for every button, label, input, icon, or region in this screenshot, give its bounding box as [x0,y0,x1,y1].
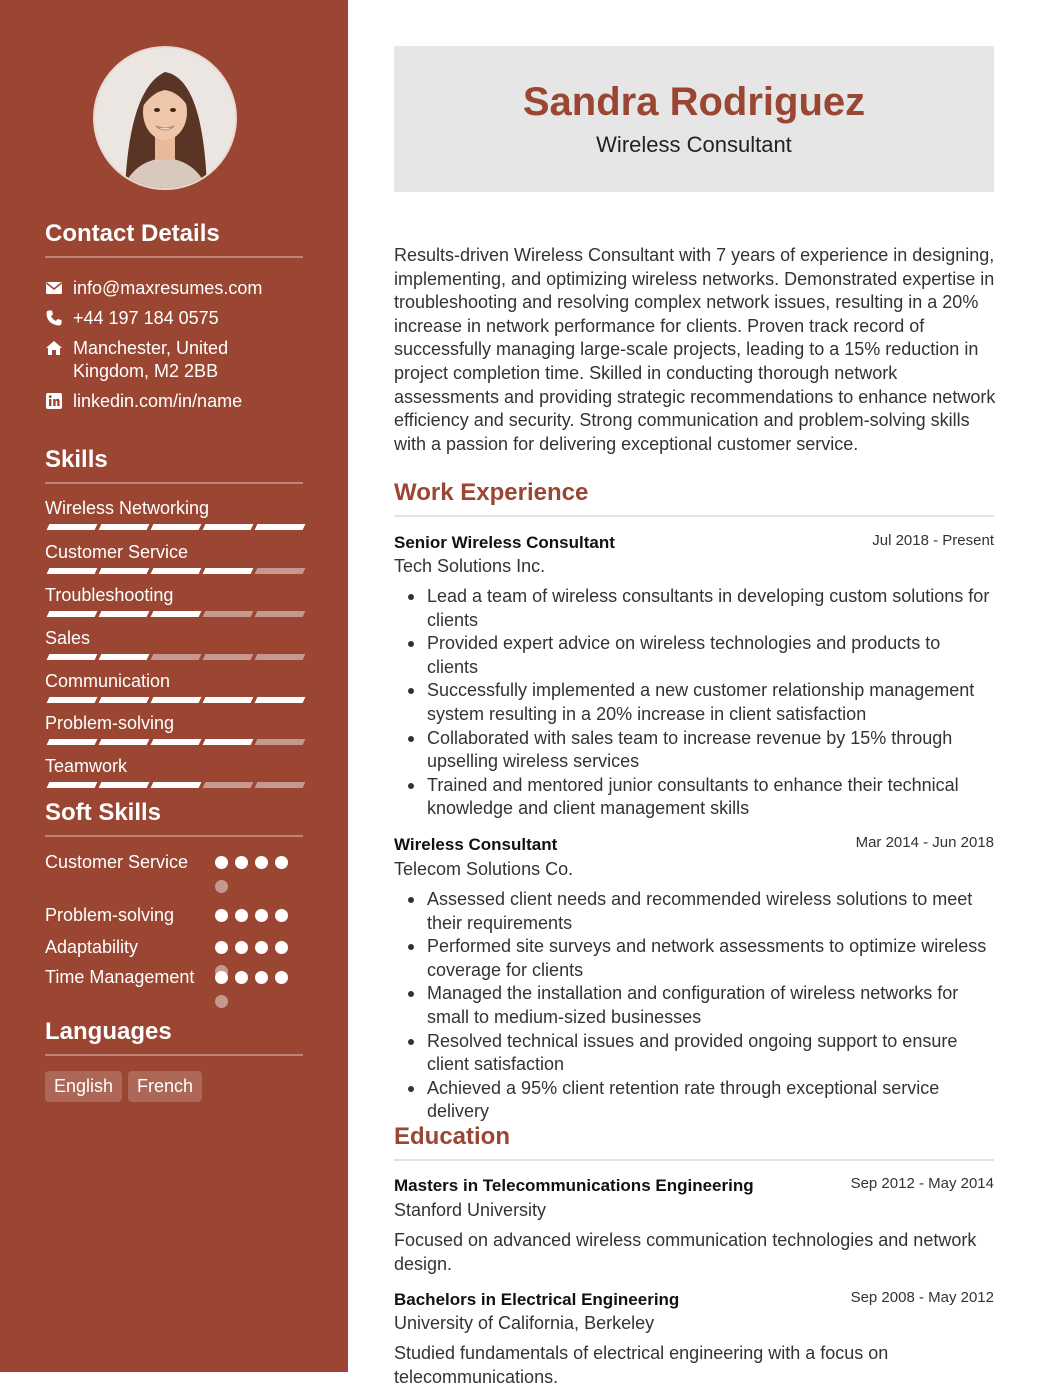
rating-dot [275,856,288,869]
job-bullets [394,888,994,1124]
language-tag: French [128,1071,202,1102]
skill-rating-bar [45,782,303,788]
rating-segment [203,739,254,745]
skill-rating-bar [45,568,303,574]
list-item: Successfully implemented a new customer relationship management system resulting in a 20% increase in client satisfaction [427,679,994,726]
rating-segment [47,524,98,530]
skill-label: Problem-solving [45,713,175,733]
list-item: Provided expert advice on wireless technologies and products to clients [427,632,994,679]
soft-skill-label: Customer Service [45,852,189,872]
skills-heading: Skills [45,446,108,473]
name-header [394,46,994,192]
list-item: Achieved a 95% client retention rate through exceptional service delivery [427,1077,994,1124]
skill-rating-bar [45,524,303,530]
rating-segment [255,654,306,660]
list-item: Collaborated with sales team to increase revenue by 15% through upselling wireless services [427,727,994,774]
rating-dot [235,856,248,869]
rating-segment [255,697,306,703]
education-dates: Sep 2012 - May 2014 [850,1175,994,1192]
rating-dot [235,971,248,984]
list-item: Lead a team of wireless consultants in developing custom solutions for clients [427,585,994,632]
languages-heading: Languages [45,1018,172,1045]
job-title: Wireless Consultant [394,835,558,854]
degree-title: Masters in Telecommunications Engineering [394,1176,754,1195]
rating-segment [99,611,150,617]
school-name: Stanford University [394,1200,547,1220]
degree-title: Bachelors in Electrical Engineering [394,1290,680,1309]
job-company: Telecom Solutions Co. [394,859,574,879]
skill-rating-bar [45,739,303,745]
candidate-name: Sandra Rodriguez [522,80,866,124]
rating-segment [99,524,150,530]
linkedin-link[interactable]: linkedin.com/in/name [73,391,243,411]
home-icon [45,339,63,357]
skill-label: Troubleshooting [45,585,174,605]
skill-label: Wireless Networking [45,498,210,518]
sidebar [0,0,348,1372]
address-text: Manchester, United Kingdom, M2 2BB [73,338,229,381]
rating-segment [255,782,306,788]
rating-dot [275,909,288,922]
rating-segment [151,611,202,617]
linkedin-icon [45,392,63,410]
rating-segment [203,611,254,617]
rating-segment [99,782,150,788]
rating-dot [235,909,248,922]
email-link[interactable]: info@maxresumes.com [73,278,263,298]
list-item: Managed the installation and configuration of wireless networks for small to medium-sized businesses [427,982,994,1029]
phone-icon [45,309,63,327]
rating-segment [47,782,98,788]
skill-rating-bar [45,654,303,660]
rating-dot [215,995,228,1008]
divider [394,515,994,517]
skill-item [45,497,303,519]
rating-segment [203,782,254,788]
skill-item [45,670,303,692]
skill-item [45,755,303,777]
skill-item [45,584,303,606]
rating-segment [47,611,98,617]
soft-skills-heading: Soft Skills [45,799,162,826]
work-heading: Work Experience [394,479,589,506]
skill-item [45,712,303,734]
skill-rating-bar [45,697,303,703]
rating-segment [203,697,254,703]
profile-photo [93,46,237,190]
rating-segment [203,568,254,574]
rating-dot [275,941,288,954]
contact-heading: Contact Details [45,220,220,247]
education-heading: Education [394,1123,511,1150]
summary-text: Results-driven Wireless Consultant with 7 years of experience in designing, implementing, and optimizing wireless networks. Demonstrated expertise in troubleshooting and resolving complex network issues, resulting in a 20% increase in network performance for clients. Proven track record of successfully managing large-scale projects, leading to a 15% reduction in project completion time. Skilled in conducting thorough network assessments and providing strategic recommendations to enhance network efficiency and security. Strong communication and problem-solving skills with a passion for delivering exceptional customer service. [394,245,996,454]
rating-segment [47,697,98,703]
list-item: Assessed client needs and recommended wireless solutions to meet their requirements [427,888,994,935]
rating-segment [255,568,306,574]
language-tag: English [45,1071,122,1102]
rating-segment [151,739,202,745]
rating-dot [215,971,228,984]
rating-dot [215,909,228,922]
rating-segment [99,568,150,574]
rating-segment [99,739,150,745]
rating-dot [275,971,288,984]
rating-segment [255,611,306,617]
rating-segment [203,654,254,660]
envelope-icon [45,279,63,297]
rating-segment [151,654,202,660]
job-bullets [394,585,994,821]
list-item: Resolved technical issues and provided ongoing support to ensure client satisfaction [427,1030,994,1077]
rating-dot [255,971,268,984]
skill-rating-bar [45,611,303,617]
rating-segment [151,782,202,788]
rating-dot [235,941,248,954]
rating-segment [47,739,98,745]
education-description: Focused on advanced wireless communication technologies and network design. [394,1230,977,1274]
skill-label: Customer Service [45,542,189,562]
rating-dot [215,880,228,893]
soft-skill-label: Time Management [45,967,195,987]
job-dates: Mar 2014 - Jun 2018 [855,834,994,851]
job-dates: Jul 2018 - Present [872,532,994,549]
rating-segment [47,654,98,660]
divider [45,1054,303,1056]
education-dates: Sep 2008 - May 2012 [850,1289,994,1306]
list-item: Performed site surveys and network assessments to optimize wireless coverage for clients [427,935,994,982]
rating-segment [47,568,98,574]
divider [45,835,303,837]
divider [45,256,303,258]
soft-skill-label: Problem-solving [45,905,175,925]
skill-label: Sales [45,628,91,648]
job-title: Senior Wireless Consultant [394,533,615,552]
rating-dot [255,909,268,922]
rating-dot [215,856,228,869]
education-description: Studied fundamentals of electrical engineering with a focus on telecommunications. [394,1343,889,1387]
job-company: Tech Solutions Inc. [394,556,546,576]
skill-item [45,627,303,649]
rating-segment [151,524,202,530]
rating-segment [255,739,306,745]
rating-segment [99,697,150,703]
candidate-title: Wireless Consultant [596,132,792,157]
divider [394,1159,994,1161]
rating-segment [255,524,306,530]
list-item: Trained and mentored junior consultants to enhance their technical knowledge and client management skills [427,774,994,821]
rating-segment [151,568,202,574]
phone-text: +44 197 184 0575 [73,308,219,328]
rating-dot [215,941,228,954]
divider [45,482,303,484]
rating-segment [99,654,150,660]
skill-label: Teamwork [45,756,128,776]
rating-dot [255,856,268,869]
rating-segment [203,524,254,530]
school-name: University of California, Berkeley [394,1313,655,1333]
rating-segment [151,697,202,703]
soft-skill-label: Adaptability [45,937,139,957]
rating-dot [255,941,268,954]
skill-item [45,541,303,563]
skill-label: Communication [45,671,171,691]
